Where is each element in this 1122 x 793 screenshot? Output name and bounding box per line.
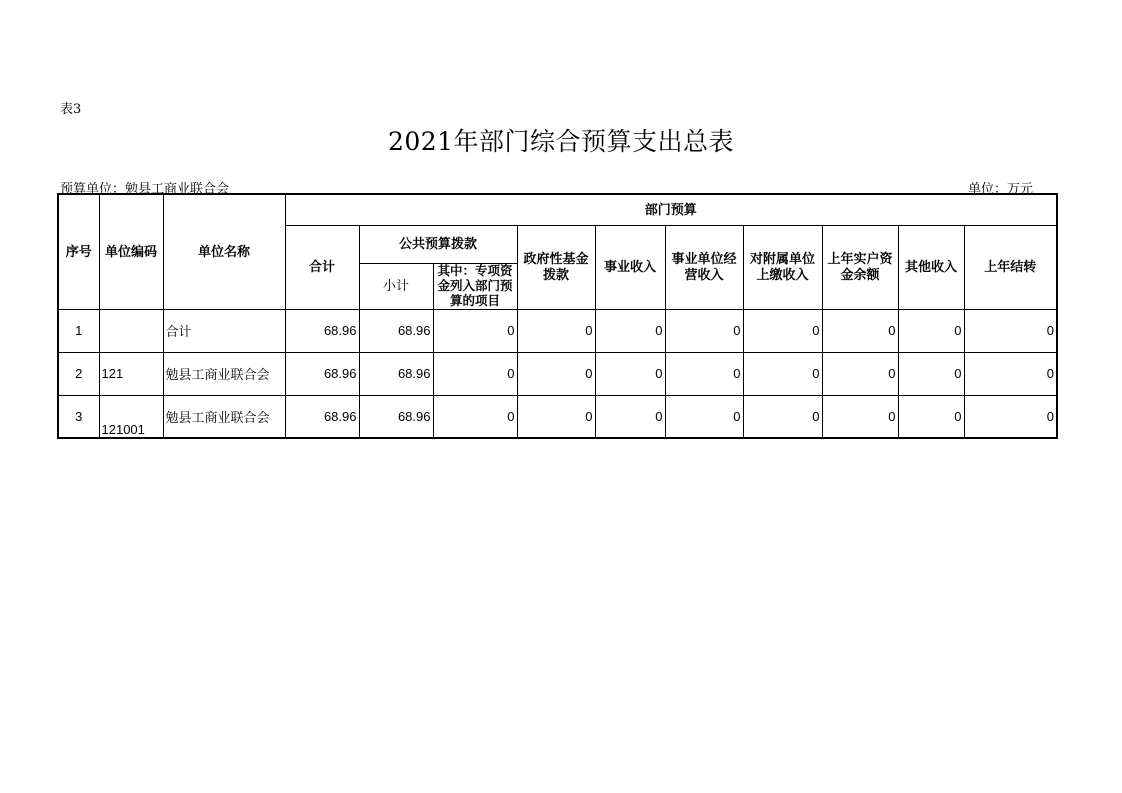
cell-seq: 2: [58, 352, 99, 395]
budget-expenditure-table: [57, 193, 1058, 439]
table-row: [58, 309, 1057, 352]
header-unit-name: 单位名称: [163, 194, 285, 309]
cell-business-income: 0: [595, 309, 665, 352]
cell-gov-fund: 0: [517, 352, 595, 395]
cell-code: [99, 309, 163, 352]
cell-code: 121001: [99, 395, 163, 438]
currency-unit-label: 单位：万元: [968, 182, 1034, 197]
page-title: 2021年部门综合预算支出总表: [387, 127, 735, 156]
cell-carryover: 0: [964, 352, 1057, 395]
cell-other-income: 0: [898, 309, 964, 352]
header-dept-budget: 部门预算: [285, 194, 1057, 225]
cell-subtotal: 68.96: [359, 352, 433, 395]
table-row: [58, 395, 1057, 438]
cell-carryover: 0: [964, 395, 1057, 438]
cell-name: 勉县工商业联合会: [163, 395, 285, 438]
cell-special-fund: 0: [433, 352, 517, 395]
header-business-unit-income: 事业单位经营收入: [665, 225, 743, 309]
header-seq: 序号: [58, 194, 99, 309]
cell-special-fund: 0: [433, 395, 517, 438]
cell-total: 68.96: [285, 352, 359, 395]
cell-business-unit-income: 0: [665, 395, 743, 438]
header-public-budget: 公共预算拨款: [359, 225, 517, 263]
header-gov-fund: 政府性基金拨款: [517, 225, 595, 309]
cell-business-income: 0: [595, 395, 665, 438]
header-row-1: [58, 194, 1057, 225]
header-other-income: 其他收入: [898, 225, 964, 309]
cell-subtotal: 68.96: [359, 395, 433, 438]
header-subtotal: 小计: [359, 263, 433, 309]
cell-seq: 3: [58, 395, 99, 438]
cell-special-fund: 0: [433, 309, 517, 352]
cell-subtotal: 68.96: [359, 309, 433, 352]
cell-business-unit-income: 0: [665, 352, 743, 395]
header-prior-balance: 上年实户资金余额: [822, 225, 898, 309]
cell-other-income: 0: [898, 352, 964, 395]
cell-affiliated-income: 0: [743, 352, 822, 395]
header-affiliated-income: 对附属单位上缴收入: [743, 225, 822, 309]
cell-name: 勉县工商业联合会: [163, 352, 285, 395]
cell-seq: 1: [58, 309, 99, 352]
cell-carryover: 0: [964, 309, 1057, 352]
cell-other-income: 0: [898, 395, 964, 438]
cell-business-unit-income: 0: [665, 309, 743, 352]
cell-name: 合计: [163, 309, 285, 352]
table-row: [58, 352, 1057, 395]
header-business-income: 事业收入: [595, 225, 665, 309]
cell-prior-balance: 0: [822, 395, 898, 438]
cell-affiliated-income: 0: [743, 395, 822, 438]
cell-total: 68.96: [285, 309, 359, 352]
header-carryover: 上年结转: [964, 225, 1057, 309]
cell-prior-balance: 0: [822, 352, 898, 395]
cell-affiliated-income: 0: [743, 309, 822, 352]
cell-code: 121: [99, 352, 163, 395]
header-special-fund-text: 其中：专项资金列入部门预算的项目: [437, 263, 513, 308]
cell-gov-fund: 0: [517, 309, 595, 352]
cell-prior-balance: 0: [822, 309, 898, 352]
cell-business-income: 0: [595, 352, 665, 395]
budget-unit-label: 预算单位：勉县工商业联合会: [60, 182, 230, 197]
cell-total: 68.96: [285, 395, 359, 438]
table-number: 表3: [60, 102, 82, 117]
cell-gov-fund: 0: [517, 395, 595, 438]
header-total: 合计: [285, 225, 359, 309]
header-unit-code: 单位编码: [99, 194, 163, 309]
header-special-fund: [433, 263, 517, 309]
